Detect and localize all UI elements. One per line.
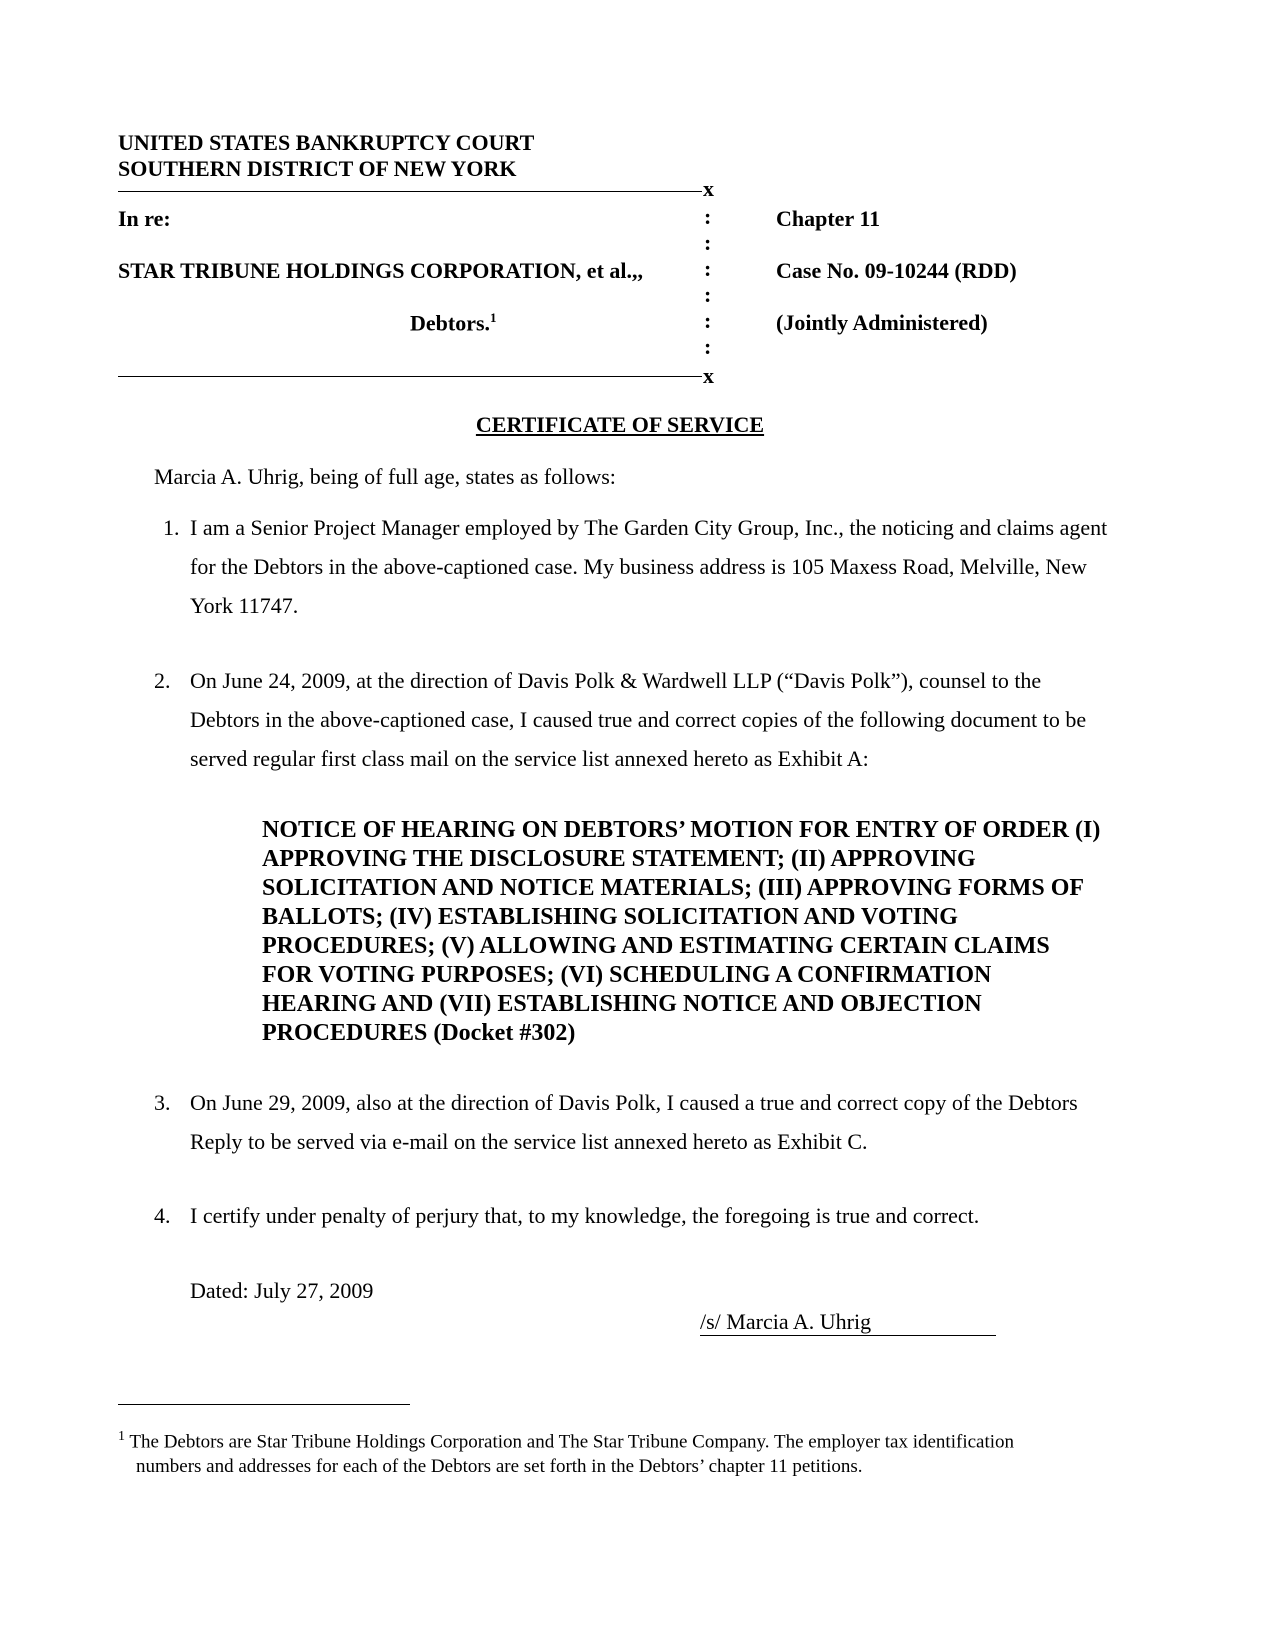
court-header [118,130,534,182]
footnote [118,1424,1014,1479]
case-number: Case No. 09-10244 (RDD) [776,258,1017,283]
paragraph-line: Reply to be served via e-mail on the service list annexed hereto as Exhibit C. [190,1129,868,1154]
caption-colon: : [704,334,712,359]
intro-text: Marcia A. Uhrig, being of full age, states as follows: [154,464,616,489]
paragraph-line: On June 24, 2009, at the direction of Davis Polk & Wardwell LLP (“Davis Polk”), counsel to the [190,668,1042,693]
notice-line: PROCEDURES; (V) ALLOWING AND ESTIMATING CERTAIN CLAIMS [262,933,1050,959]
caption-colon: : [704,204,712,229]
notice-title-block [262,816,1100,1048]
caption-bottom-x: x [703,363,714,388]
caption-colon: : [704,230,712,255]
notice-line: NOTICE OF HEARING ON DEBTORS’ MOTION FOR ENTRY OF ORDER (I) [262,817,1101,843]
notice-line: APPROVING THE DISCLOSURE STATEMENT; (II) APPROVING [262,846,976,872]
caption-top-rule [118,191,702,192]
paragraph-line: Debtors in the above-captioned case, I caused true and correct copies of the following document to be [190,707,1087,732]
in-re-label: In re: [118,206,171,231]
signature-line [700,1309,996,1336]
chapter-label: Chapter 11 [776,206,881,231]
notice-line: SOLICITATION AND NOTICE MATERIALS; (III) APPROVING FORMS OF [262,875,1085,901]
jointly-administered: (Jointly Administered) [776,310,988,335]
notice-line: BALLOTS; (IV) ESTABLISHING SOLICITATION AND VOTING [262,904,958,930]
caption-colon: : [704,256,712,281]
caption-colon: : [704,282,712,307]
paragraph-number: 3. [154,1090,171,1115]
paragraph-3 [190,1083,1078,1161]
court-name: UNITED STATES BANKRUPTCY COURT [118,130,535,155]
caption-bottom-rule [118,376,702,377]
paragraph-number: 4. [154,1203,171,1228]
footnote-line: $^1$ The Debtors are Star Tribune Holdings Corporation and The Star Tribune Company. The employer tax identification [118,1429,1015,1453]
notice-line: PROCEDURES (Docket #302) [262,1020,576,1046]
paragraph-line: I certify under penalty of perjury that, to my knowledge, the foregoing is true and correct. [190,1203,980,1228]
footnote-line: numbers and addresses for each of the Debtors are set forth in the Debtors’ chapter 11 petitions. [136,1456,863,1478]
dated-line: Dated: July 27, 2009 [190,1278,374,1303]
paragraph-line: for the Debtors in the above-captioned case. My business address is 105 Maxess Road, Melville, New [190,554,1087,579]
caption-colon: : [704,308,712,333]
debtor-name: STAR TRIBUNE HOLDINGS CORPORATION, et al.,, [118,258,644,283]
paragraph-line: On June 29, 2009, also at the direction of Davis Polk, I caused a true and correct copy of the Debtors [190,1090,1078,1115]
paragraph-line: York 11747. [190,593,299,618]
paragraph-line: served regular first class mail on the service list annexed hereto as Exhibit A: [190,746,869,771]
paragraph-4 [190,1196,979,1235]
paragraph-number: 2. [154,668,171,693]
debtors-label: Debtors.$^1$ [410,310,497,336]
notice-line: FOR VOTING PURPOSES; (VI) SCHEDULING A CONFIRMATION [262,962,992,988]
footnote-separator [118,1404,410,1405]
paragraph-line: I am a Senior Project Manager employed by The Garden City Group, Inc., the noticing and claims agent [190,515,1108,540]
document-title: CERTIFICATE OF SERVICE [475,412,765,437]
footnote-marker: 1 [118,1429,125,1444]
paragraph-number: 1. [163,515,180,540]
paragraph-2 [190,661,1086,778]
notice-line: HEARING AND (VII) ESTABLISHING NOTICE AND OBJECTION [262,991,982,1017]
signature-text: /s/ Marcia A. Uhrig [700,1309,872,1334]
court-district: SOUTHERN DISTRICT OF NEW YORK [118,156,517,181]
footnote-ref: 1 [490,310,497,325]
caption-top-x: x [703,176,714,201]
paragraph-1 [190,508,1107,625]
